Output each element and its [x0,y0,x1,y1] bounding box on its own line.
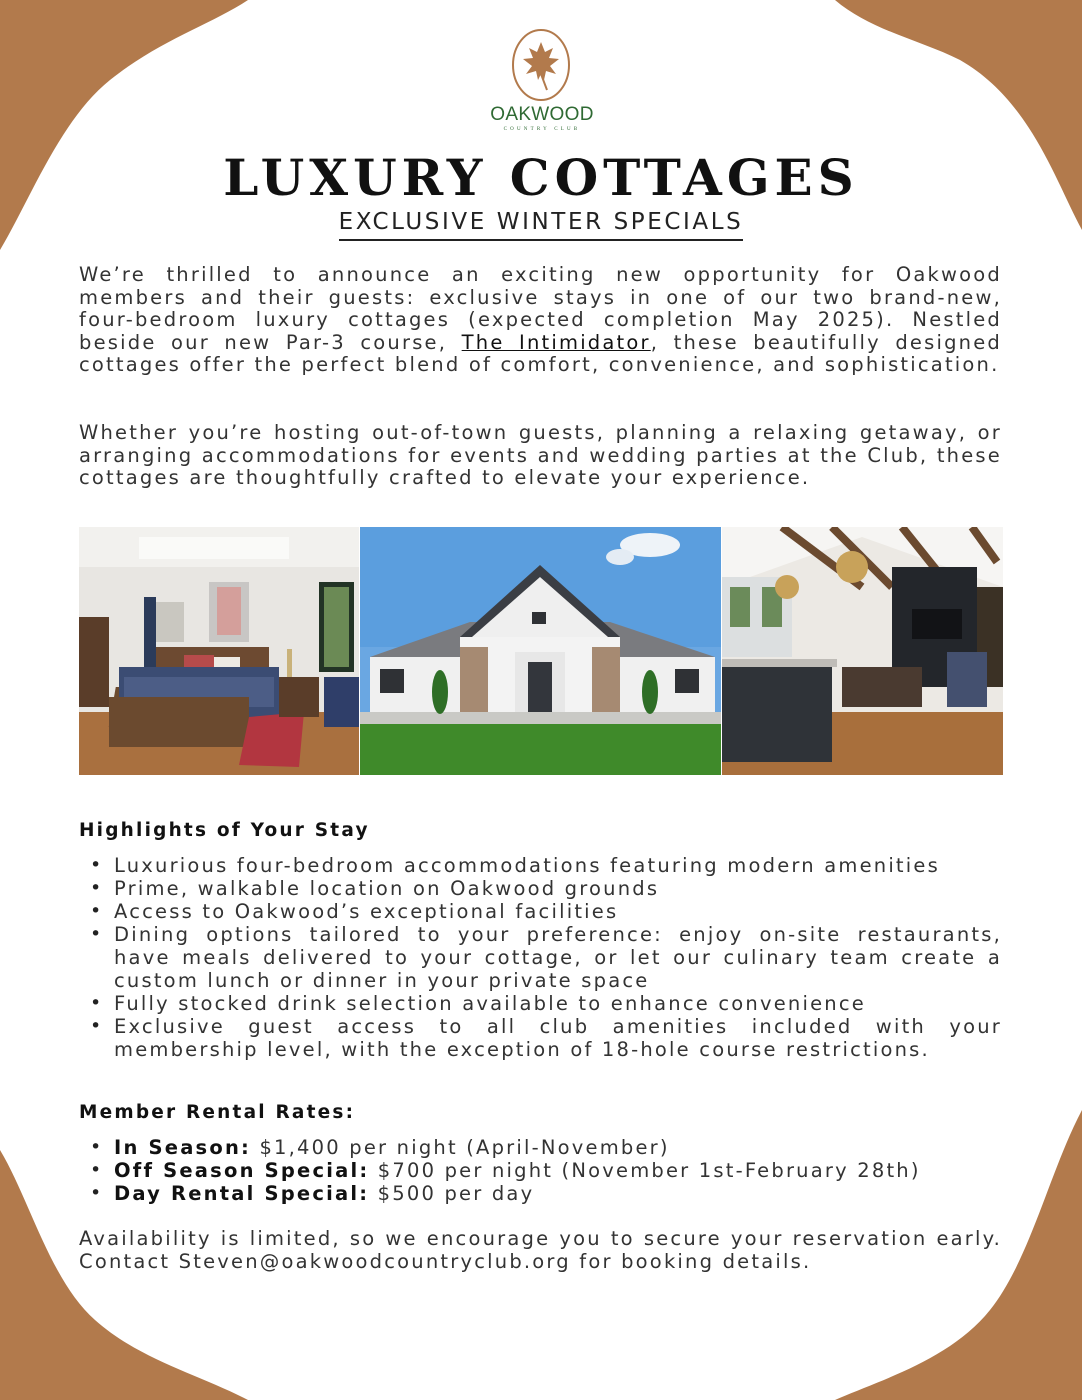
cottage-photo-strip [79,527,1003,775]
list-item [90,923,1002,992]
list-item [90,992,1002,1015]
bullet-icon: • [90,877,104,899]
closing-text-before: Availability is limited, so we encourage you to secure your reservation early. Contact [79,1227,1002,1273]
list-item [90,877,1002,900]
page-subtitle: EXCLUSIVE WINTER SPECIALS [339,209,744,241]
oakwood-logo [480,26,604,138]
rate-label: Off Season Special: [114,1159,370,1182]
rates-list [90,1136,1002,1205]
intro-paragraph-1 [79,264,1002,377]
logo-subtitle: COUNTRY CLUB [503,127,581,132]
list-item-text: Prime, walkable location on Oakwood grounds [114,877,660,900]
list-item-text: Access to Oakwood’s exceptional facilities [114,900,619,923]
intro-text-before-link: We’re thrilled to announce an exciting new opportunity for Oakwood members and their guests: exclusive stays in one of our two brand-new, four-bedroom luxury cottages (expected completion May 2025). Nestled beside our new Par-3 course, [79,263,1002,354]
rate-value: $1,400 per night (April-November) [251,1136,670,1159]
oak-leaf-icon [511,28,571,102]
subtitle-wrapper [0,209,1082,241]
list-item-text: Luxurious four-bedroom accommodations featuring modern amenities [114,854,940,877]
bullet-icon: • [90,854,104,876]
list-item [90,854,1002,877]
highlights-heading: Highlights of Your Stay [79,820,370,841]
bullet-icon: • [90,1159,104,1181]
rate-item [90,1136,1002,1159]
rate-label: Day Rental Special: [114,1182,370,1205]
list-item [90,1015,1002,1061]
logo-name: OAKWOOD [490,104,594,125]
list-item-text: Fully stocked drink selection available to enhance convenience [114,992,866,1015]
rates-heading: Member Rental Rates: [79,1102,356,1123]
contact-email[interactable]: Steven@oakwoodcountryclub.org [178,1249,571,1273]
bullet-icon: • [90,1136,104,1158]
bullet-icon: • [90,1015,104,1037]
rate-item [90,1159,1002,1182]
highlights-list [90,854,1002,1061]
rate-value: $500 per day [369,1182,535,1205]
bullet-icon: • [90,1182,104,1204]
closing-text-after: for booking details. [570,1249,812,1273]
bullet-icon: • [90,900,104,922]
intro-paragraph-2: Whether you’re hosting out-of-town guests, planning a relaxing getaway, or arranging accommodations for events and wedding parties at the Club, these cottages are thoughtfully crafted to elevate your experience. [79,421,1002,490]
bedroom-photo [79,527,359,775]
living-room-photo [722,527,1003,775]
page-title: LUXURY COTTAGES [223,148,859,207]
closing-paragraph [79,1228,1002,1273]
list-item-text: Exclusive guest access to all club amenities included with your membership level, with the exception of 18-hole course restrictions. [114,1015,1002,1061]
bullet-icon: • [90,992,104,1014]
intro-text-after-link: , these beautifully designed cottages offer the perfect blend of comfort, convenience, and sophistication. [79,330,1002,377]
cottage-exterior-photo [360,527,721,775]
list-item-text: Dining options tailored to your preference: enjoy on-site restaurants, have meals delivered to your cottage, or let our culinary team create a custom lunch or dinner in your private space [114,923,1002,992]
intimidator-link[interactable]: The Intimidator [461,330,651,354]
rate-label: In Season: [114,1136,252,1159]
rate-item [90,1182,1002,1205]
list-item [90,900,1002,923]
bullet-icon: • [90,923,104,945]
rate-value: $700 per night (November 1st-February 28th) [369,1159,921,1182]
